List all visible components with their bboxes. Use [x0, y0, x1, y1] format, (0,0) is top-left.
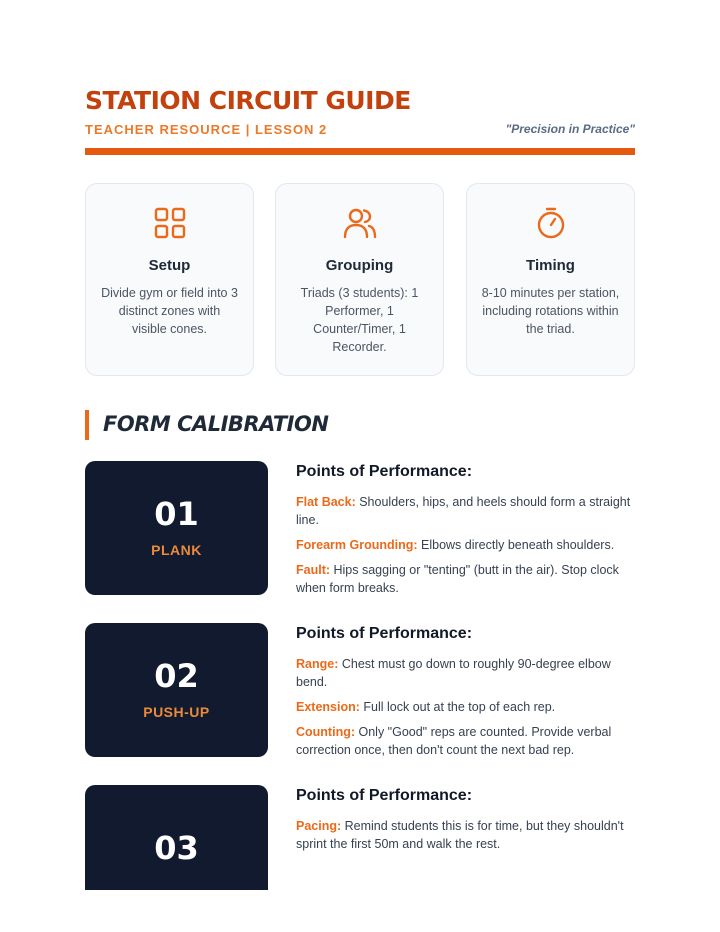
station-number: 02: [154, 657, 199, 695]
performance-point: [296, 561, 636, 597]
point-text: Chest must go down to roughly 90-degree elbow bend.: [296, 657, 611, 689]
section-accent-bar: [85, 410, 89, 440]
point-text: Shoulders, hips, and heels should form a straight line.: [296, 495, 631, 527]
point-label: Pacing:: [296, 819, 342, 833]
performance-point: [296, 817, 636, 853]
header-divider: [85, 148, 635, 155]
performance-point: [296, 698, 636, 716]
section-title: FORM CALIBRATION: [103, 412, 329, 436]
station-number: 03: [154, 829, 199, 867]
grouping-card: [275, 183, 444, 376]
points-title: Points of Performance:: [296, 463, 473, 480]
point-text: Elbows directly beneath shoulders.: [417, 538, 615, 552]
point-text: Full lock out at the top of each rep.: [359, 700, 556, 714]
page-title: STATION CIRCUIT GUIDE: [85, 86, 411, 115]
point-label: Extension:: [296, 700, 360, 714]
users-icon: [276, 206, 443, 242]
station-number-box: [85, 623, 268, 757]
station-name: PUSH-UP: [143, 704, 210, 720]
station-number-box: [85, 461, 268, 595]
stopwatch-icon: [467, 206, 634, 242]
point-label: Counting:: [296, 725, 356, 739]
station-details: [296, 623, 636, 766]
card-title: Setup: [148, 257, 191, 274]
station-number: 01: [154, 495, 199, 533]
station-details: [296, 461, 636, 604]
performance-point: [296, 493, 636, 529]
page-header: [85, 86, 635, 140]
point-text: Only "Good" reps are counted. Provide verbal correction once, then don't count the next bad rep.: [296, 725, 612, 757]
subtitle-row: [85, 120, 635, 140]
points-title: Points of Performance:: [296, 787, 473, 804]
setup-card: [85, 183, 254, 376]
timing-card: [466, 183, 635, 376]
point-text: Remind students this is for time, but they shouldn't sprint the first 50m and walk the rest.: [296, 819, 624, 851]
page-subtitle: TEACHER RESOURCE | LESSON 2: [85, 122, 328, 137]
card-title: Grouping: [325, 257, 394, 274]
point-label: Fault:: [296, 563, 331, 577]
grid-icon: [86, 206, 253, 242]
info-cards: [85, 183, 635, 376]
points-title: Points of Performance:: [296, 625, 473, 642]
point-label: Forearm Grounding:: [296, 538, 418, 552]
point-label: Range:: [296, 657, 339, 671]
card-body: 8-10 minutes per station, including rotations within the triad.: [481, 286, 620, 336]
performance-point: [296, 536, 636, 554]
card-body: Triads (3 students): 1 Performer, 1 Counter/Timer, 1 Recorder.: [300, 286, 419, 354]
card-title: Timing: [526, 257, 575, 274]
point-text: Hips sagging or "tenting" (butt in the air). Stop clock when form breaks.: [296, 563, 619, 595]
performance-point: [296, 723, 636, 759]
station-details: [296, 785, 636, 860]
station-number-box: [85, 785, 268, 890]
card-body: Divide gym or field into 3 distinct zones with visible cones.: [101, 286, 238, 336]
station-name: PLANK: [151, 542, 202, 558]
performance-point: [296, 655, 636, 691]
point-label: Flat Back:: [296, 495, 356, 509]
page-motto: "Precision in Practice": [505, 122, 635, 136]
